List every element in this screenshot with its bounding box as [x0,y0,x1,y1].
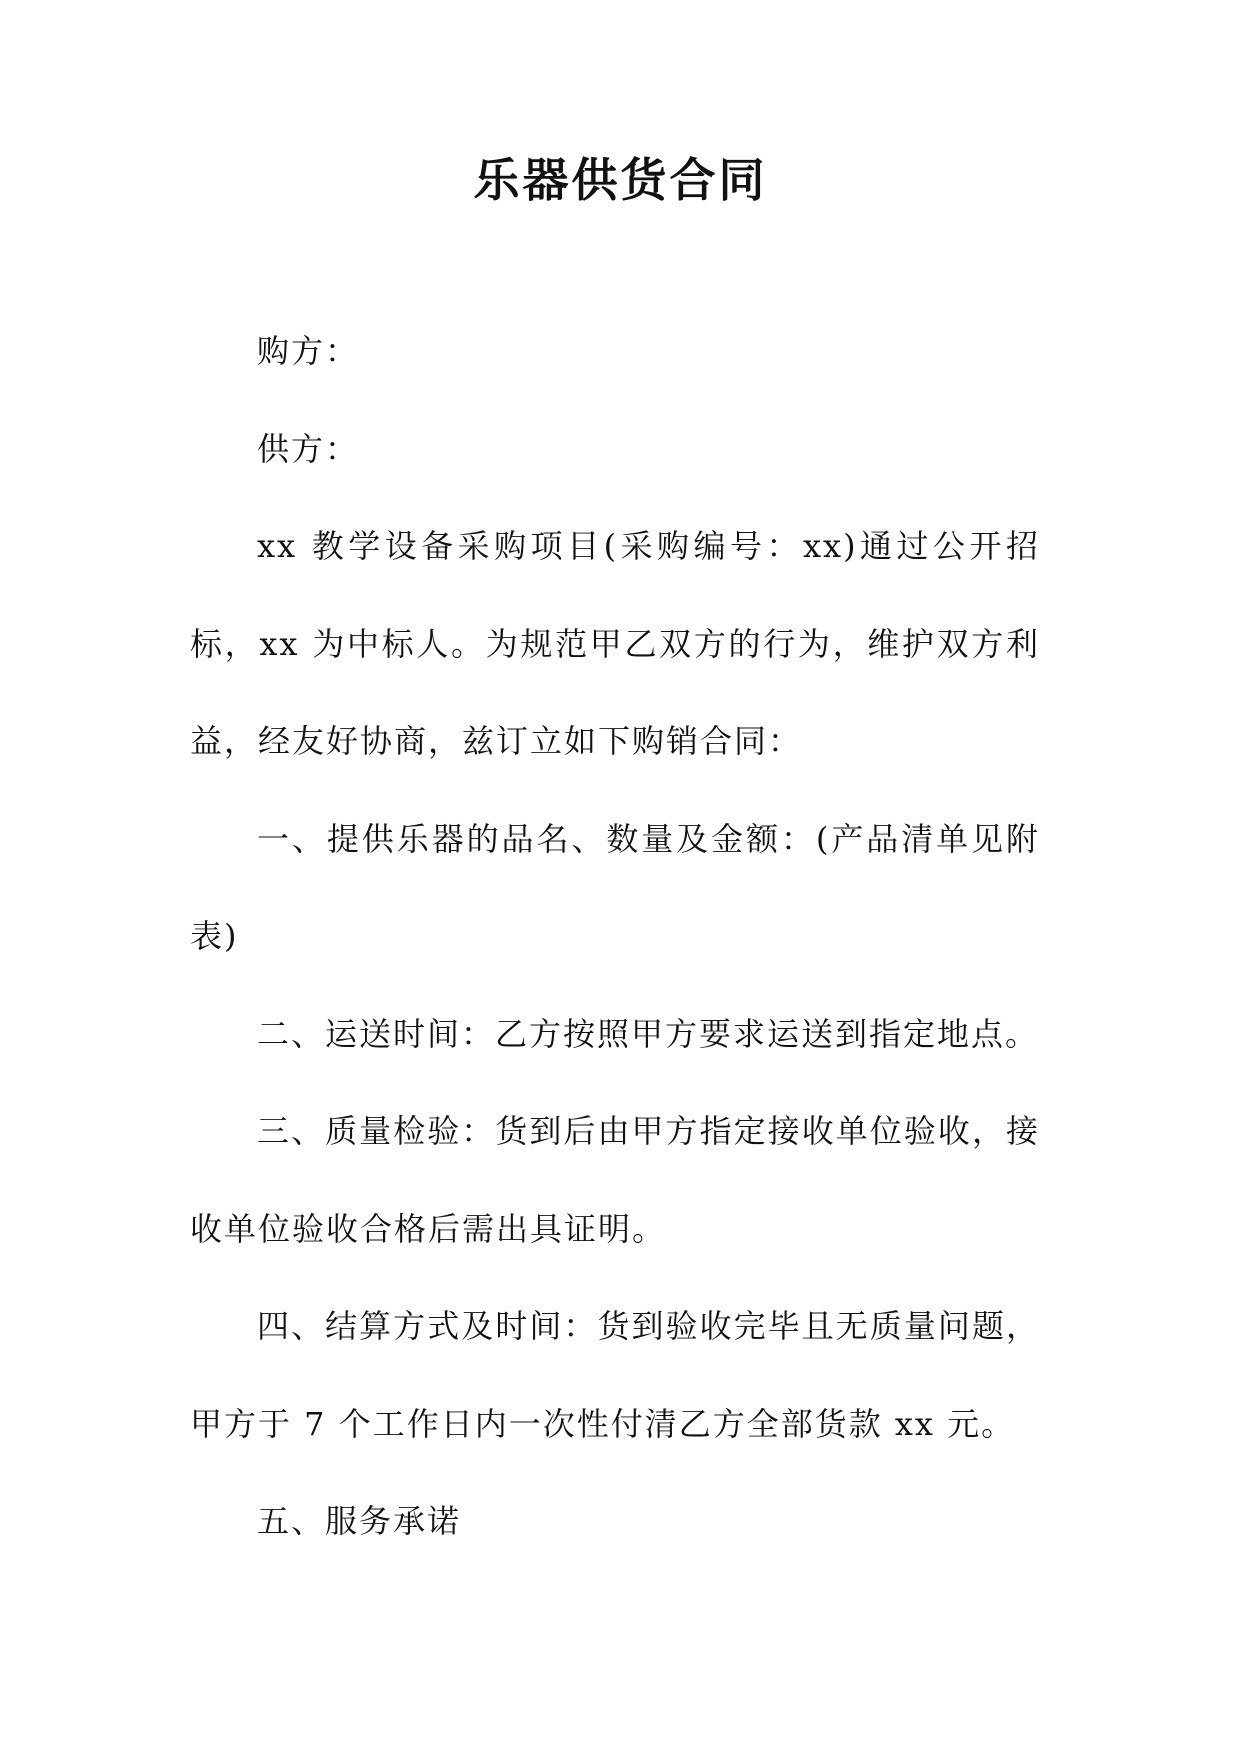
supplier-line: 供方： [257,429,360,468]
clause-3-inspection: 三、质量检验：货到后由甲方指定接收单位验收，接收单位验收合格后需出具证明。 [190,1112,1040,1248]
clause-5-service: 五、服务承诺 [257,1502,462,1540]
document-body [190,303,1040,1571]
clause-4-settlement: 四、结算方式及时间：货到验收完毕且无质量问题，甲方于 7 个工作日内一次性付清乙方全部货款 xx 元。 [190,1307,1040,1443]
preamble-paragraph: xx 教学设备采购项目(采购编号：xx)通过公开招标，xx 为中标人。为规范甲乙双方的行为，维护双方利益，经友好协商，兹订立如下购销合同： [190,527,1040,760]
clause-1-products: 一、提供乐器的品名、数量及金额：(产品清单见附表) [190,819,1040,955]
clause-2-delivery: 二、运送时间：乙方按照甲方要求运送到指定地点。 [257,1014,1040,1053]
buyer-line: 购方： [257,332,360,370]
document-title: 乐器供货合同 [473,153,768,207]
